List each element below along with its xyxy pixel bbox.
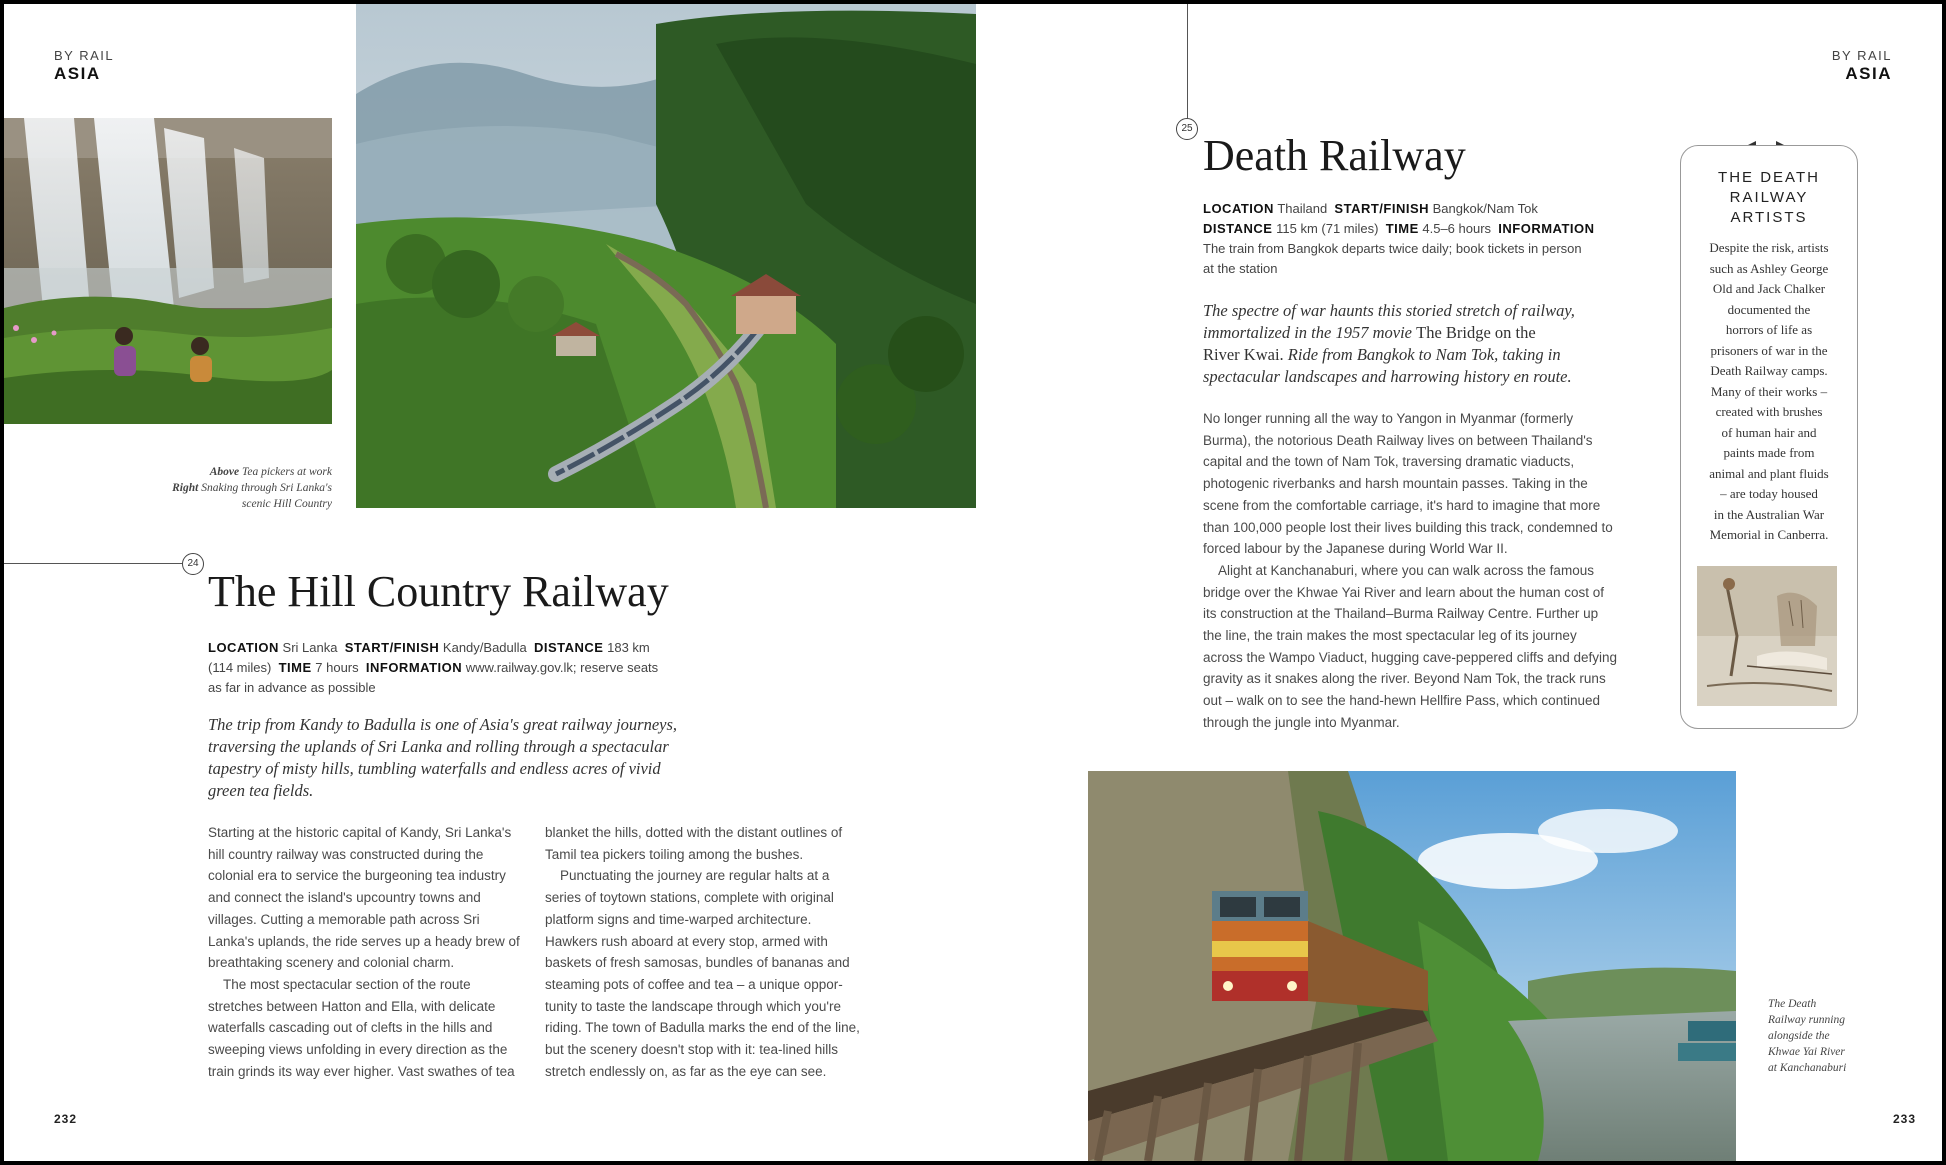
dr-paragraph-2: Alight at Kanchanaburi, where you can walk across the famous bridge over the Khwae Yai River and learn about the human cost of its construction at the Thailand–Burma Railway Centre. Further up the line, the train makes the most spectacular leg of its journey across the Wampo Viaduct, hugging cave-peppered cliffs and defying gravity as it snakes along the river. Beyond Nam Tok, the track runs out – walk on to see the hand-hewn Hellfire Pass, which continued through the jungle into Myanmar. (1203, 562, 1618, 730)
prisoner-sketch-artwork (1697, 566, 1837, 706)
sidebar-text-line: horrors of life as (1725, 322, 1813, 337)
hc-col2-paragraph-1: blanket the hills, dotted with the distant outlines of Tamil tea pickers toiling among the bushes. (545, 825, 843, 862)
right-section-title: ASIA (1845, 64, 1892, 83)
death-railway-number-badge: 25 (1176, 118, 1198, 140)
hc-location-value: Sri Lanka (282, 640, 338, 655)
hc-distance-value: 183 km (607, 640, 650, 655)
sidebar-text (1681, 238, 1857, 546)
dr-distance-label: DISTANCE (1203, 221, 1273, 236)
dr-intro-line-1: The spectre of war haunts this storied stretch of railway, (1203, 301, 1575, 320)
caption-right-text: Snaking through Sri Lanka's scenic Hill Country (201, 482, 332, 510)
book-spread (4, 4, 1942, 1161)
caption-above-label: Above (209, 466, 240, 478)
caption-right-label: Right (172, 482, 199, 494)
dr-time-label: TIME (1385, 221, 1419, 236)
hc-intro-line: traversing the uplands of Sri Lanka and rolling through a spectacular (208, 737, 669, 756)
death-railway-meta (1203, 199, 1633, 279)
right-section-label: BY RAIL (1831, 48, 1892, 63)
hc-information-value: www.railway.gov.lk; reserve seats (465, 660, 659, 675)
dr-information-value: The train from Bangkok departs twice daily; book tickets in person (1203, 241, 1582, 256)
dr-location-label: LOCATION (1203, 201, 1274, 216)
hc-intro-line: tapestry of misty hills, tumbling waterfalls and endless acres of vivid (208, 759, 661, 778)
dr-intro-line-4: spectacular landscapes and harrowing history en route. (1203, 367, 1572, 386)
right-page-number: 233 (1892, 1112, 1916, 1126)
waterfall-tea-pickers-photo (4, 118, 332, 424)
sidebar-text-line: paints made from (1723, 445, 1815, 460)
dr-caption-line: Railway running (1768, 1014, 1845, 1026)
sidebar-text-line: prisoners of war in the (1710, 342, 1828, 358)
hc-col1-paragraph-1: Starting at the historic capital of Kandy, Sri Lanka's hill country railway was constructed during the colonial era to service the burgeoning tea industry and connect the island's upcountry towns and villages. Cutting a memorable path across Sri Lanka's uplands, the ride serves up a heady brew of breathtaking scenery and colonial charm. (208, 825, 520, 971)
dr-intro-line-3b: Ride from Bangkok to Nam Tok, taking in (1283, 345, 1561, 364)
hc-time-label: TIME (278, 660, 312, 675)
hill-country-train-photo (356, 4, 976, 508)
sidebar-text-line: such as Ashley George (1709, 260, 1829, 276)
sidebar-text-line: created with brushes (1715, 404, 1823, 419)
sidebar-text-line: of human hair and (1721, 424, 1817, 440)
hc-col2-paragraph-2: Punctuating the journey are regular halts at a series of toytown stations, complete with original platform signs and time-warped architecture. Hawkers rush aboard at every stop, armed with baskets of fresh samosas, bundles of bananas and steaming pots of coffee and tea – a unique oppor-tunity to taste the landscape through which you're riding. The town of Badulla marks the end of the line, but the scenery doesn't stop with it: tea-lined hills stretch endlessly on, as far as the eye can see. (545, 868, 860, 1079)
hc-start-finish-value: Kandy/Badulla (442, 640, 527, 655)
dr-time-value: 4.5–6 hours (1422, 221, 1492, 236)
left-section-label: BY RAIL (54, 48, 115, 63)
waterfall-caption (164, 464, 332, 512)
sidebar-text-line: Old and Jack Chalker (1712, 281, 1826, 296)
death-railway-caption (1768, 996, 1888, 1076)
dr-caption-line: The Death (1768, 998, 1817, 1010)
dr-start-finish-value: Bangkok/Nam Tok (1432, 201, 1538, 216)
dr-location-value: Thailand (1277, 201, 1328, 216)
sidebar-text-line: animal and plant fluids (1709, 465, 1829, 481)
hill-country-leader-line (4, 563, 182, 564)
dr-information-value-2: at the station (1203, 261, 1278, 276)
hc-intro-line: The trip from Kandy to Badulla is one of Asia's great railway journeys, (208, 715, 678, 734)
sidebar-title (1681, 168, 1857, 228)
left-page-number: 232 (54, 1112, 78, 1126)
dr-caption-line: at Kanchanaburi (1768, 1062, 1847, 1074)
hill-country-title: The Hill Country Railway (208, 567, 669, 616)
hc-location-label: LOCATION (208, 640, 279, 655)
dr-paragraph-1: No longer running all the way to Yangon in Myanmar (formerly Burma), the notorious Death Railway lives on between Thailand's capital and the town of Nam Tok, traversing dramatic viaducts, photogenic riverbanks and harsh mountain passes. Taking in the scene from the comfortable carriage, it's hard to imagine that more than 100,000 people lost their lives building this track, condemned to forced labour by the Japanese during World War II. (1203, 411, 1613, 557)
sidebar-title-line: THE DEATH (1718, 169, 1820, 186)
sidebar-text-line: Many of their works – (1710, 383, 1828, 399)
sidebar-text-line: Death Railway camps. (1710, 363, 1828, 378)
death-railway-body (1203, 408, 1619, 734)
hill-country-number-badge: 24 (182, 553, 204, 575)
dr-caption-line: Khwae Yai River (1768, 1046, 1845, 1058)
dr-information-label: INFORMATION (1498, 221, 1595, 236)
dr-start-finish-label: START/FINISH (1334, 201, 1430, 216)
caption-above-text: Tea pickers at work (242, 466, 332, 478)
dr-intro-line-2a: immortalized in the 1957 movie (1203, 323, 1417, 342)
dr-caption-line: alongside the (1768, 1030, 1830, 1042)
hc-distance-label: DISTANCE (534, 640, 604, 655)
hc-information-value-2: as far in advance as possible (208, 680, 376, 695)
hc-col1-paragraph-2: The most spectacular section of the route stretches between Hatton and Ella, with delicate waterfalls cascading out of clefts in the hills and sweeping views unfolding in every direction as the train grinds its way ever higher. Vast swathes of tea (208, 976, 515, 1079)
sidebar-text-line: – are today housed (1720, 486, 1818, 501)
hill-country-column-1 (208, 822, 526, 1082)
sidebar-text-line: Despite the risk, artists (1709, 240, 1829, 255)
sidebar-text-line: in the Australian War (1713, 506, 1825, 522)
death-railway-river-photo (1088, 771, 1736, 1161)
left-section-title: ASIA (54, 64, 101, 83)
sidebar-text-line: Memorial in Canberra. (1709, 527, 1829, 542)
hc-intro-line: green tea fields. (208, 781, 314, 800)
hc-information-label: INFORMATION (365, 660, 463, 675)
hc-start-finish-label: START/FINISH (344, 640, 440, 655)
dr-distance-value: 115 km (71 miles) (1276, 221, 1379, 236)
death-railway-artists-sidebar (1680, 145, 1858, 729)
sidebar-title-line: RAILWAY (1729, 189, 1809, 206)
hill-country-meta (208, 638, 728, 698)
hill-country-column-2 (545, 822, 863, 1082)
death-railway-title: Death Railway (1203, 131, 1466, 180)
dr-intro-movie-title-b: River Kwai. (1203, 345, 1284, 364)
hc-distance-miles: (114 miles) (208, 660, 272, 675)
dr-intro-movie-title-a: The Bridge on the (1416, 323, 1536, 342)
hill-country-intro (208, 714, 768, 802)
hc-time-value: 7 hours (315, 660, 359, 675)
sidebar-title-line: ARTISTS (1730, 209, 1808, 226)
death-railway-intro (1203, 300, 1643, 388)
sidebar-text-line: documented the (1727, 301, 1811, 317)
death-railway-leader-line (1187, 4, 1188, 118)
